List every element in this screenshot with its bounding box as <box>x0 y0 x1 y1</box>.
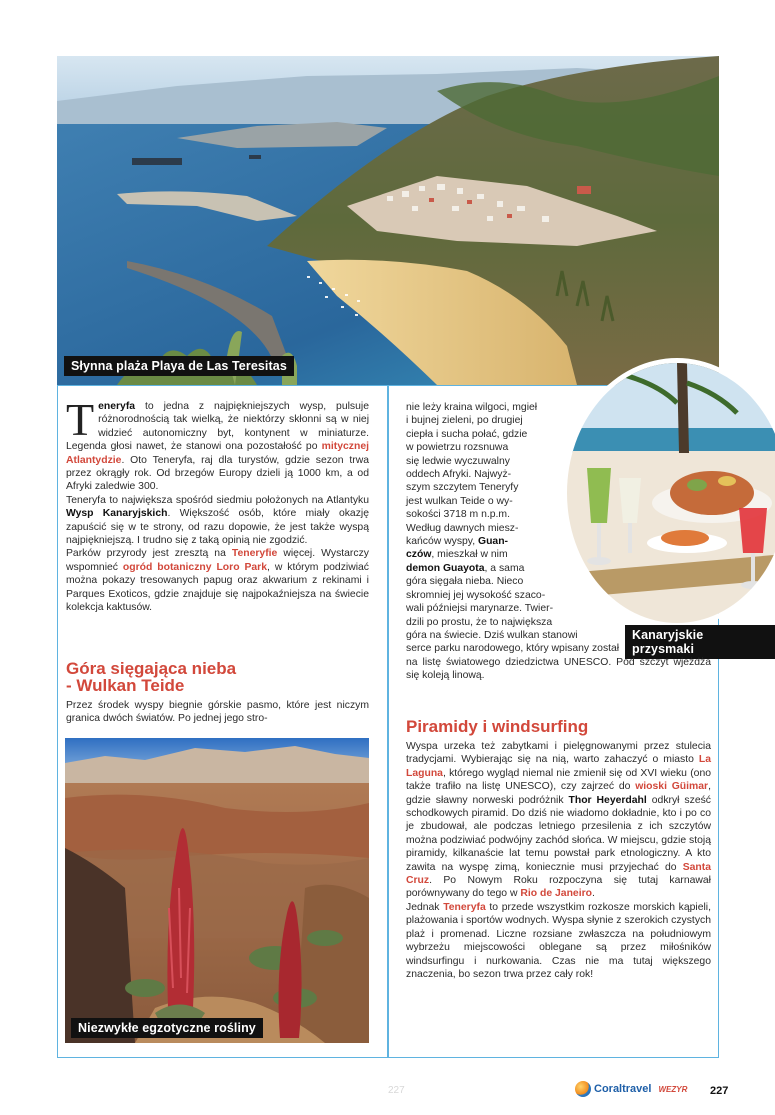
wezyr-logo: WEZYR <box>658 1084 688 1094</box>
paragraph-islands <box>66 494 369 548</box>
wrap-line: się ledwie wyczuwalny <box>406 455 510 467</box>
piramidy-text-f: . <box>591 888 595 900</box>
hero-photo <box>57 56 719 385</box>
wrap-line: jest wulkan Teide o wy- <box>406 495 513 507</box>
highlight-guimar: wioski Güimar <box>635 781 709 793</box>
teide-intro-paragraph: Przez środek wyspy biegnie górskie pasmo, które jest niczym granica dwóch światów. Po jednej jego stro- <box>66 700 369 725</box>
highlight-teneryfa: Teneryfa <box>443 901 486 913</box>
wrap-line: sokości 3718 m n.p.m. <box>406 509 510 521</box>
wrap-line: w powietrzu rozsnuwa <box>406 442 509 454</box>
paragraph-piramidy <box>406 740 711 901</box>
logo-ball-icon <box>575 1081 591 1097</box>
wrap-text: , mieszkał w nim <box>431 549 508 561</box>
wrap-line: oddech Afryki. Najwyż- <box>406 469 512 481</box>
hero-illustration <box>57 56 719 385</box>
hero-caption: Słynna plaża Playa de Las Teresitas <box>64 356 294 376</box>
highlight-santa-cruz: Santa Cruz <box>406 861 711 887</box>
piramidy-text-c: , gdzie sławny norweski podróżnik <box>406 781 711 806</box>
wrap-line: wali późniejsi marynarze. Twier- <box>406 603 554 615</box>
wrap-text: kańców wyspy, <box>406 536 478 548</box>
coral-travel-logo <box>575 1081 687 1097</box>
parks-text-a: Parków przyrody jest zresztą na <box>66 548 232 560</box>
wrap-line: serce parku narodowego, który wpisany został <box>406 643 620 655</box>
wrap-line: Według dawnych miesz- <box>406 522 519 534</box>
plaze-text-a: Jednak <box>406 901 444 913</box>
dropcap: T <box>66 394 95 445</box>
islands-text-a: Teneryfa to największa spośród siedmiu położonych na Atlantyku <box>66 494 369 506</box>
wrap-line: góra na świecie. Dziś wulkan stanowi <box>406 629 578 641</box>
bold-heyerdahl: Thor Heyerdahl <box>568 794 647 806</box>
islands-text-b: . Większość osób, które miały okazję zapuścić się w te strony, od razu dopowie, że jest także wyspą najpiękniejszą. I trudno się z taką opinią nie zgodzić. <box>66 508 369 547</box>
bold-guanczow-end: czów <box>406 549 432 561</box>
highlight-teneryfie: Teneryfie <box>231 548 278 560</box>
intro-text-a: to jedna z najpiękniejszych wysp, pulsuje różnorodnością tak wielką, że niektórzy skłonni są w niej widzieć autonomiczny byt, kontynent w miniaturze. Legenda głosi nawet, że stanowi ona pozostałość po <box>66 401 369 453</box>
highlight-atlantyda: mitycznej Atlantydzie <box>66 441 369 466</box>
intro-paragraph <box>66 394 369 494</box>
ghost-page-number: 227 <box>388 1085 405 1096</box>
left-column-text <box>66 394 369 615</box>
teide-caption: Niezwykłe egzotyczne rośliny <box>71 1018 263 1038</box>
wrap-line <box>406 548 546 561</box>
wrap-line: szym szczytem Teneryfy <box>406 482 519 494</box>
heading-teide <box>66 660 236 694</box>
intro-text-b: . Oto Teneryfa, raj dla turystów, gdzie sezon trwa przez okrągły rok. Od brzegów Europy dzieli ją 1000 km, a od Afryki zaledwie 300. <box>66 454 369 493</box>
wrap-text: , a sama <box>484 562 525 574</box>
wrap-line: na listę światowego dziedzictwa UNESCO. Pod szczyt wjeżdża się koleją linową. <box>406 656 711 682</box>
piramidy-text-a: Wyspa urzeka też zabytkami i pielęgnowanymi przez stulecia tradycjami. Wybierając się na nią, warto zahaczyć o miasto <box>406 741 711 766</box>
piramidy-text-b: , którego wygląd niemal nie zmienił się od XVI wieku (ono także trafiło na listę UNESCO), czy zajrzeć do <box>406 767 711 793</box>
wrap-line: góra sięgała nieba. Nieco <box>406 576 524 588</box>
heading-teide-line2: - Wulkan Teide <box>66 676 185 695</box>
logo-text: Coraltravel <box>594 1083 652 1095</box>
plaze-text-b: to przede wszystkim rozkosze morskich kąpieli, plażowania i sportów wodnych. Wyspa słynie z szerokich czystych plaż i promenad. Liczne rozsiane zwłaszcza na południowym wybrzeżu miejscowości oblegane są przez miłośników windsurfingu i nurkowania. Czas nie ma tutaj większego znaczenia, bo sezon trwa przez cały rok! <box>406 901 711 980</box>
intro-lead: eneryfa <box>98 401 136 412</box>
wrap-line: skromniej jej wysokość szaco- <box>406 589 546 601</box>
page-number: 227 <box>710 1085 729 1097</box>
bold-demon-guayota: demon Guayota <box>406 562 485 574</box>
wrap-line <box>406 535 546 548</box>
right-column-text <box>406 401 711 683</box>
heading-teide-line1: Góra sięgająca nieba <box>66 659 237 678</box>
teide-illustration <box>65 738 369 1043</box>
wrap-line: dzili po prostu, że to największa <box>406 616 553 628</box>
wrap-line: i bujnej zieleni, po drugiej <box>406 415 523 427</box>
wrap-line: nie leży kraina wilgoci, mgieł <box>406 402 538 413</box>
piramidy-text-e: . Po Nowym Roku rozpoczyna się tutaj karnawał porównywany do tego w <box>406 875 711 900</box>
highlight-la-laguna: La Laguna <box>406 754 711 779</box>
highlight-loro-park: ogród botaniczny Loro Park <box>122 561 268 573</box>
bold-guanczow: Guan- <box>478 536 509 548</box>
teide-photo <box>65 738 369 1043</box>
food-caption: Kanaryjskie przysmaki <box>625 625 775 659</box>
heading-piramidy: Piramidy i windsurfing <box>406 717 589 736</box>
islands-bold: Wysp Kanaryjskich <box>66 508 168 520</box>
paragraph-parks <box>66 547 369 614</box>
piramidy-text <box>406 740 711 981</box>
parks-text-c: , w którym podziwiać można pokazy tresowanych papug oraz akwarium z rekinami i Parques Exoticos, gdzie znajduje się najpokaźniejsza na świecie kolekcja kaktusów. <box>66 561 369 614</box>
wrap-line: ciepła i sucha połać, gdzie <box>406 428 528 440</box>
teide-intro-text <box>66 699 369 726</box>
parks-text-b: więcej. Wystarczy wspomnieć <box>66 548 369 573</box>
piramidy-text-d: odkrył sześć schodkowych piramid. Do dziś nie wiadomo dokładnie, kto i po co je zbudował, ale podczas letniego przesilenia z ich szczytów można podziwiać podwójny zachód słońca. W miejscu, gdzie stoją piramidy, kilkanaście lat temu powstał park etnologiczny. A kto zawita na wyspę zimą, koniecznie musi przyjechać do <box>406 794 711 873</box>
wrap-line <box>406 562 552 575</box>
highlight-rio: Rio de Janeiro <box>520 888 592 900</box>
paragraph-plaze <box>406 901 711 981</box>
